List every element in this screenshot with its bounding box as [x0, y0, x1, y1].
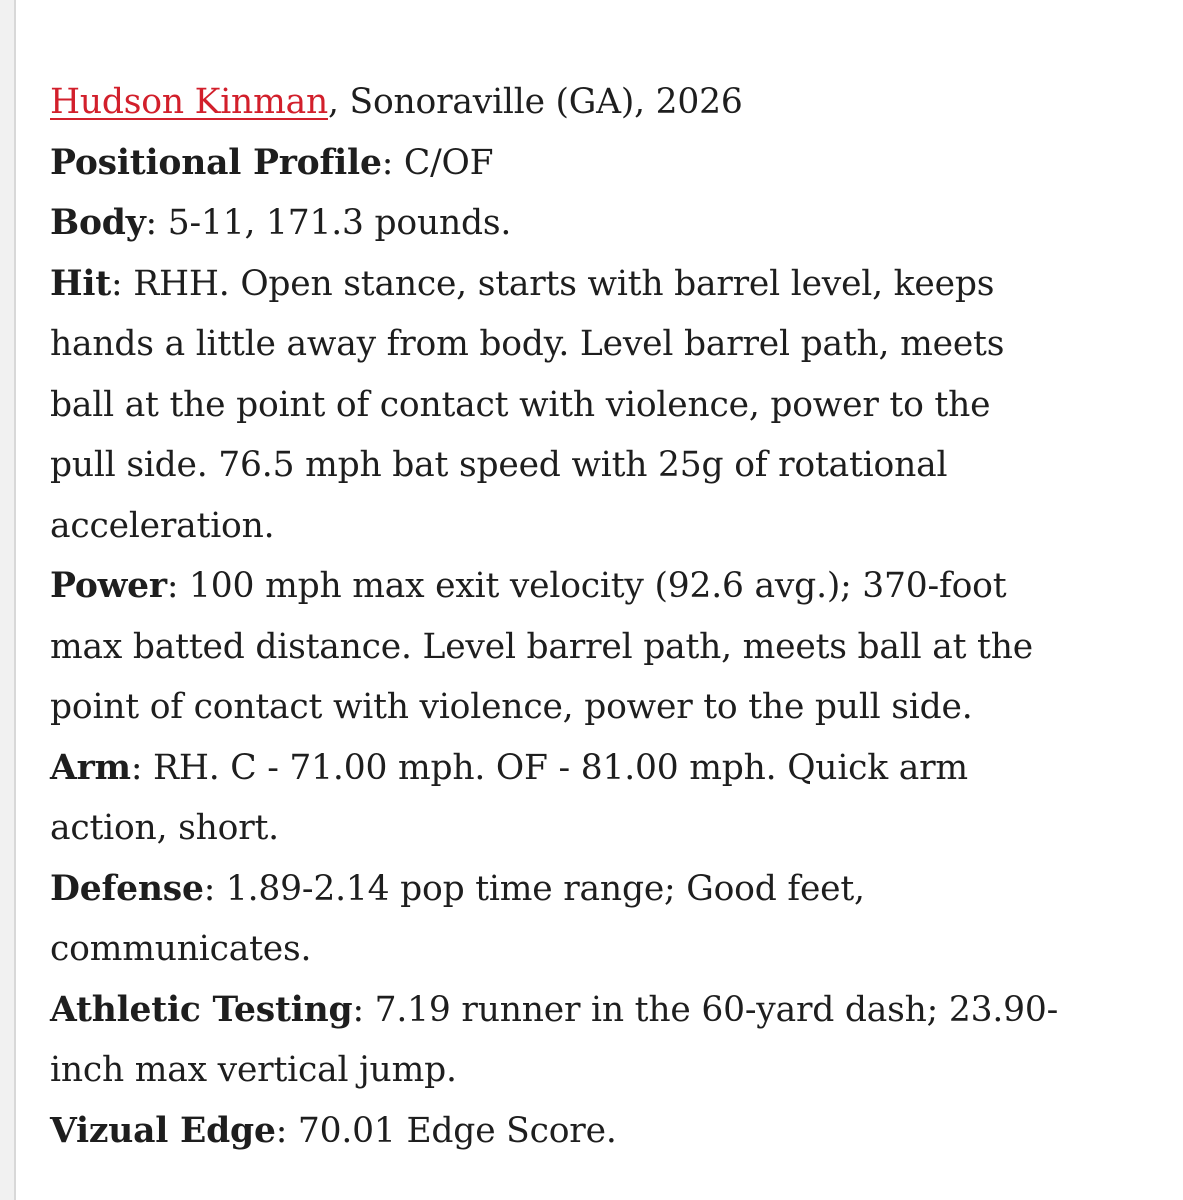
athletic-testing-line-2: inch max vertical jump.: [50, 1050, 457, 1090]
hit-text-1: : RHH. Open stance, starts with barrel level, keeps: [111, 263, 995, 304]
power-line-3: point of contact with violence, power to the pull side.: [50, 687, 973, 727]
body-line: [50, 193, 1150, 254]
defense-line-1: [50, 859, 1150, 920]
player-profile: [50, 72, 1150, 1161]
player-header-line: [50, 72, 1150, 133]
athletic-testing-label: Athletic Testing: [50, 989, 353, 1030]
hit-label: Hit: [50, 263, 112, 304]
arm-line-2: action, short.: [50, 808, 279, 848]
positional-profile-line: [50, 133, 1150, 194]
positional-profile-value: : C/OF: [381, 142, 494, 183]
defense-line-2: communicates.: [50, 929, 312, 969]
player-name-link[interactable]: Hudson Kinman: [50, 82, 328, 122]
article-card: [14, 0, 1183, 1200]
body-label: Body: [50, 203, 146, 243]
power-line-1: [50, 556, 1150, 617]
body-value: : 5-11, 171.3 pounds.: [145, 203, 512, 243]
vizual-edge-label: Vizual Edge: [50, 1110, 276, 1151]
defense-text-1: : 1.89-2.14 pop time range; Good feet,: [203, 868, 865, 909]
vizual-edge-line: [50, 1101, 1150, 1162]
arm-text-1: : RH. C - 71.00 mph. OF - 81.00 mph. Quick arm: [130, 747, 968, 788]
card-left-border: [14, 0, 16, 1200]
athletic-testing-text-1: : 7.19 runner in the 60-yard dash; 23.90-: [352, 989, 1059, 1030]
school-and-class: , Sonoraville (GA), 2026: [327, 82, 743, 122]
power-text-1: : 100 mph max exit velocity (92.6 avg.); 370-foot: [166, 566, 1007, 606]
positional-profile-label: Positional Profile: [50, 142, 382, 183]
hit-line-1: [50, 254, 1150, 315]
athletic-testing-line-1: [50, 980, 1150, 1041]
vizual-edge-value: : 70.01 Edge Score.: [275, 1110, 617, 1151]
power-label: Power: [50, 566, 167, 606]
arm-line-1: [50, 738, 1150, 799]
arm-label: Arm: [50, 747, 131, 788]
defense-label: Defense: [50, 868, 204, 909]
hit-line-3: ball at the point of contact with violence, power to the: [50, 384, 991, 425]
hit-line-5: acceleration.: [50, 505, 275, 546]
hit-line-4: pull side. 76.5 mph bat speed with 25g of rotational: [50, 445, 948, 485]
hit-line-2: hands a little away from body. Level barrel path, meets: [50, 324, 1005, 364]
power-line-2: max batted distance. Level barrel path, meets ball at the: [50, 626, 1033, 667]
